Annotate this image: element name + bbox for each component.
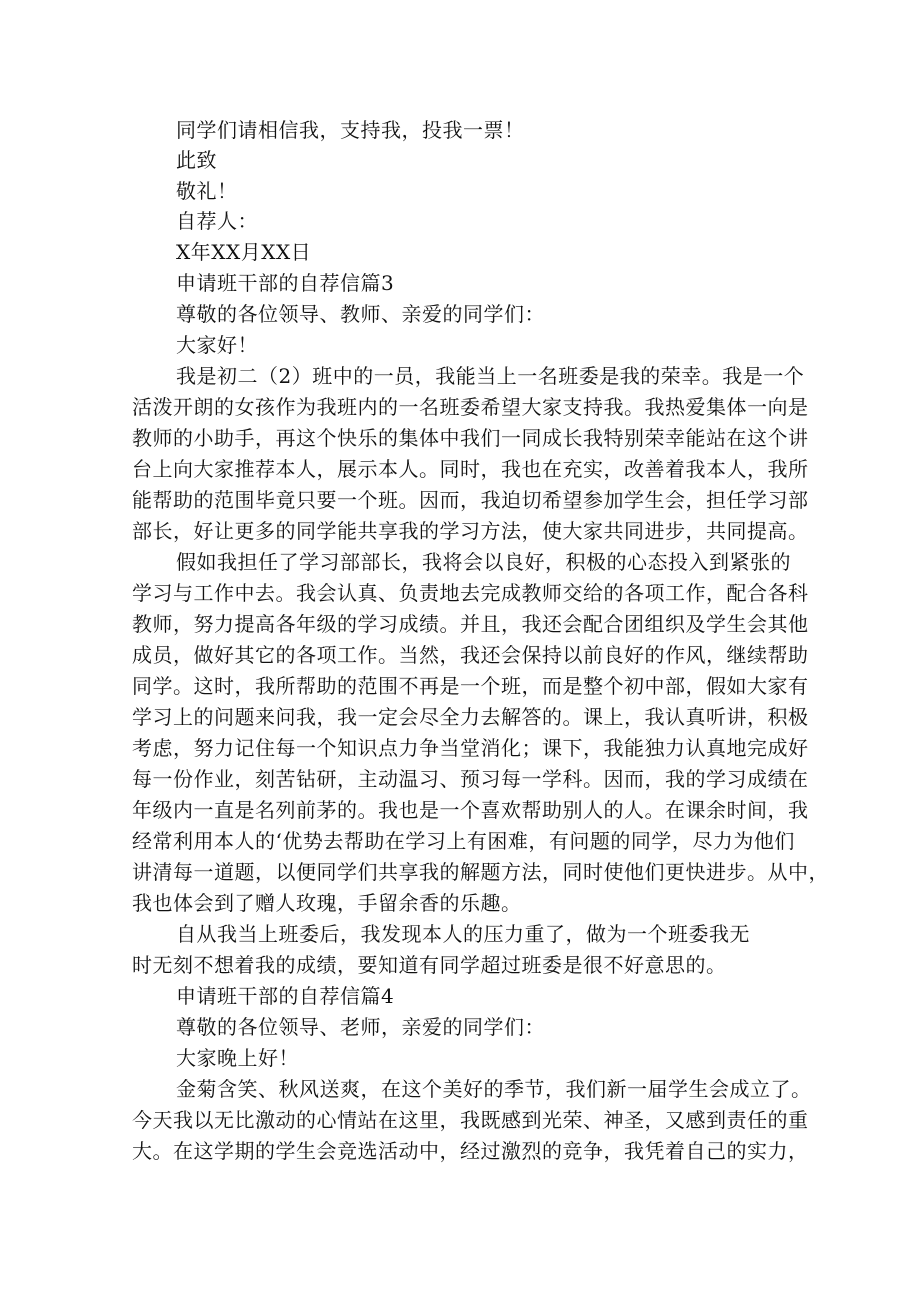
section3-p2-line: 同学。这时，我所帮助的范围不再是一个班，而是整个初中部，假如大家有 <box>132 674 809 698</box>
section3-p2-line: 考虑，努力记住每一个知识点力争当堂消化；课下，我能独力认真地完成好 <box>132 736 809 760</box>
section4-greeting: 大家晚上好！ <box>176 1046 299 1070</box>
closing-date: X年XX月XX日 <box>176 240 312 264</box>
closing-line-cizhi: 此致 <box>176 148 217 172</box>
section3-p1-line: 部长，好让更多的同学能共享我的学习方法，使大家共同进步，共同提高。 <box>132 519 809 543</box>
closing-line-vote: 同学们请相信我，支持我，投我一票！ <box>176 118 525 142</box>
section3-p2-line: 年级内一直是名列前茅的。我也是一个喜欢帮助别人的人。在课余时间，我 <box>132 798 809 822</box>
section4-title: 申请班干部的自荐信篇4 <box>176 984 395 1008</box>
section3-title: 申请班干部的自荐信篇3 <box>176 271 395 295</box>
section3-p3-line: 时无刻不想着我的成绩，要知道有同学超过班委是很不好意思的。 <box>132 953 727 977</box>
section4-p1-line: 大。在这学期的学生会竞选活动中，经过激烈的竞争，我凭着自己的实力， <box>132 1139 809 1163</box>
section3-p2-line: 教师，努力提高各年级的学习成绩。并且，我还会配合团组织及学生会其他 <box>132 612 809 636</box>
section3-p2-line: 每一份作业，刻苦钻研，主动温习、预习每一学科。因而，我的学习成绩在 <box>132 767 809 791</box>
section4-salutation: 尊敬的各位领导、老师，亲爱的同学们： <box>176 1015 545 1039</box>
section3-p1-line: 台上向大家推荐本人，展示本人。同时，我也在充实，改善着我本人，我所 <box>132 457 809 481</box>
section3-p3-line: 自从我当上班委后，我发现本人的压力重了，做为一个班委我无 <box>176 922 750 946</box>
section3-salutation: 尊敬的各位领导、教师、亲爱的同学们： <box>176 302 545 326</box>
section3-p2-line: 讲清每一道题，以便同学们共享我的解题方法，同时使他们更快进步。从中， <box>132 860 829 884</box>
section3-p2-line: 经常利用本人的‘优势去帮助在学习上有困难，有问题的同学，尽力为他们 <box>132 829 795 853</box>
section3-p1-line: 教师的小助手，再这个快乐的集体中我们一同成长我特别荣幸能站在这个讲 <box>132 426 809 450</box>
closing-line-jingli: 敬礼！ <box>176 179 238 203</box>
section3-p2-line: 学习与工作中去。我会认真、负责地去完成教师交给的各项工作，配合各科 <box>132 581 809 605</box>
section3-p1-line: 活泼开朗的女孩作为我班内的一名班委希望大家支持我。我热爱集体一向是 <box>132 395 809 419</box>
section3-p2-line: 学习上的问题来问我，我一定会尽全力去解答的。课上，我认真听讲，积极 <box>132 705 809 729</box>
section4-p1-line: 金菊含笑、秋风送爽，在这个美好的季节，我们新一届学生会成立了。 <box>176 1077 812 1101</box>
section3-p1-line: 能帮助的范围毕竟只要一个班。因而，我迫切希望参加学生会，担任学习部 <box>132 488 809 512</box>
section3-p2-line: 成员，做好其它的各项工作。当然，我还会保持以前良好的作风，继续帮助 <box>132 643 809 667</box>
section3-p2-line: 假如我担任了学习部部长，我将会以良好，积极的心态投入到紧张的 <box>176 550 791 574</box>
closing-line-signer: 自荐人： <box>176 209 258 233</box>
section3-p1-line: 我是初二（2）班中的一员，我能当上一名班委是我的荣幸。我是一个 <box>176 364 805 388</box>
section3-p2-line: 我也体会到了赠人玫瑰，手留余香的乐趣。 <box>132 891 522 915</box>
section3-greeting: 大家好！ <box>176 333 258 357</box>
section4-p1-line: 今天我以无比激动的心情站在这里，我既感到光荣、神圣，又感到责任的重 <box>132 1108 809 1132</box>
